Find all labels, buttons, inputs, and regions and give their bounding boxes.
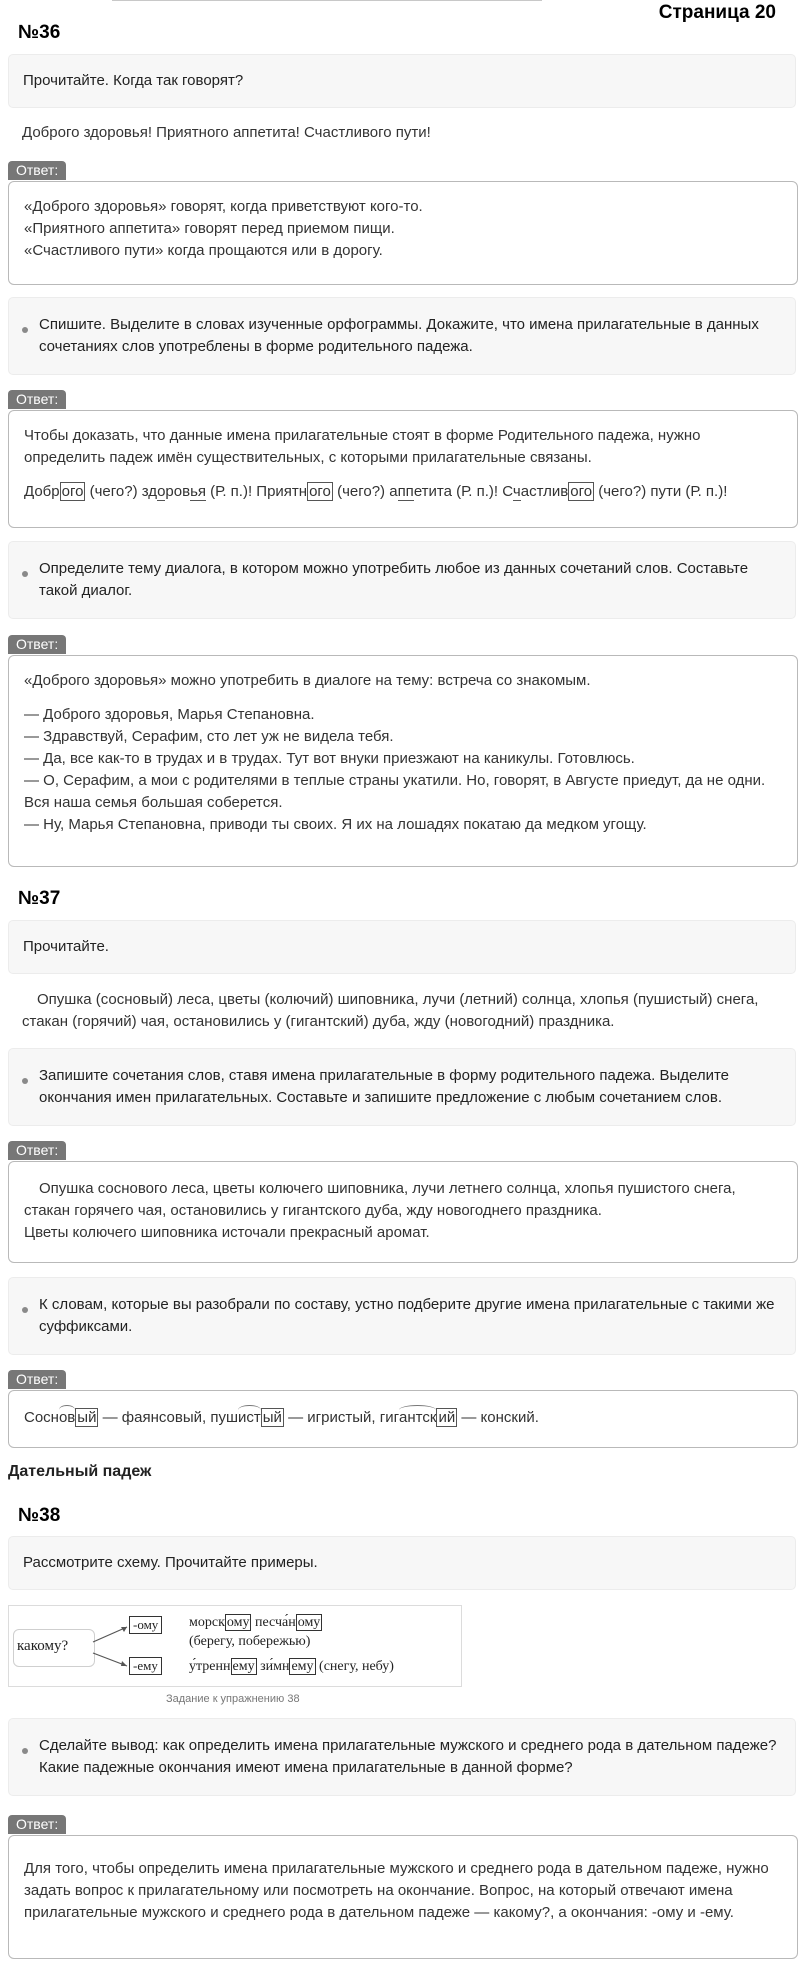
ex38-task1 [8, 1536, 796, 1590]
answer-line: «Счастливого пути» когда прощаются или в дорогу. [24, 242, 383, 259]
answer-label: Ответ: [8, 161, 66, 180]
page-label: Страница 20 [658, 2, 776, 23]
dialog-line: — Ну, Марья Степановна, приводи ты своих. Я их на лошадях покатаю да медком угощу. [24, 816, 647, 833]
dialog-line: — Да, все как-то в трудах и в трудах. Тут вот внуки приезжают на каникулы. Готовлюсь. [24, 750, 635, 767]
exercise-38-number: №38 [18, 1505, 61, 1526]
ending-omu: -ому [129, 1616, 162, 1634]
ex38-task2 [8, 1718, 796, 1796]
ex37-answer2 [8, 1390, 798, 1448]
ex37-answer1 [8, 1161, 798, 1263]
dialog-line: — Доброго здоровья, Марья Степановна. [24, 706, 315, 723]
orthogram-mark: пп [397, 483, 414, 500]
ending-box: ый [262, 1409, 282, 1426]
orthogram-mark: ч [512, 483, 521, 500]
ex37-task2 [8, 1048, 796, 1126]
ex37-task1 [8, 920, 796, 974]
exercise-36-number: №36 [18, 22, 61, 43]
ex38-task1-text: Рассмотрите схему. Прочитайте примеры. [23, 1554, 318, 1571]
scheme-example-1-note: (берегу, побережью) [189, 1634, 311, 1649]
case-ending-scheme [8, 1605, 462, 1687]
scheme-example-2: у́тренн ему зи́мн ему (снегу, небу) [189, 1659, 394, 1674]
ending-box: ого [61, 483, 84, 500]
exercise-37-number: №37 [18, 888, 61, 909]
ex36-answer1 [8, 181, 798, 285]
ending-box: ый [77, 1409, 97, 1426]
ex38-task2-text: Сделайте вывод: как определить имена прилагательные мужского и среднего рода в дательном падеже? Какие падежные окончания имеют имена прилагательные в данной форме? [39, 1737, 777, 1776]
answer-label: Ответ: [8, 1141, 66, 1160]
ex38-answer [8, 1835, 798, 1959]
suffix-mark: ист [238, 1409, 261, 1426]
ex36-task2 [8, 297, 796, 375]
orthogram-line: Добр ого (чего?) здоровья (Р. п.)! Приятн ого (чего?) аппетита (Р. п.)! Счастлив ого (чего?) пути (Р. п.)! [24, 483, 728, 500]
answer-line: «Доброго здоровья» говорят, когда приветствуют кого-то. [24, 198, 423, 215]
ex37-text: Опушка (сосновый) леса, цветы (колючий) шиповника, лучи (летний) солнца, хлопья (пушистый) снега, стакан (горячий) чая, остановились у (гигантский) дуба, жду (новогодний) праздника. [22, 991, 759, 1030]
orthogram-mark: о [157, 483, 166, 500]
scheme-caption: Задание к упражнению 38 [166, 1693, 300, 1705]
answer-text: Для того, чтобы определить имена прилагательные мужского и среднего рода в дательном падеже, нужно задать вопрос к прилагательному или посмотреть на окончание. Вопрос, на который отвечают имена прилагательные мужского и среднего рода в дательном падеже — какому?, а окончания: -ому и -ему. [24, 1860, 769, 1921]
ending-emu: -ему [129, 1657, 162, 1675]
ex36-task1 [8, 54, 796, 108]
suffix-mark: ов [58, 1409, 76, 1426]
ex37-task3 [8, 1277, 796, 1355]
answer-line: «Приятного аппетита» говорят перед приемом пищи. [24, 220, 395, 237]
ex36-task3-text: Определите тему диалога, в котором можно употребить любое из данных сочетаний слов. Составьте такой диалог. [39, 560, 749, 599]
answer-label: Ответ: [8, 1815, 66, 1834]
ex36-answer3 [8, 655, 798, 867]
ex36-answer2 [8, 410, 798, 528]
ex37-task1-text: Прочитайте. [23, 938, 109, 955]
answer-text: Чтобы доказать, что данные имена прилагательные стоят в форме Родительного падежа, нужно определить падеж имён существительных, с которыми прилагательные связаны. [24, 427, 701, 466]
answer-label: Ответ: [8, 1370, 66, 1389]
ex37-task3-text: К словам, которые вы разобрали по составу, устно подберите другие имена прилагательные с такими же суффиксами. [39, 1296, 775, 1335]
dialog-line: — О, Серафим, а мои с родителями в теплые страны укатили. Но, говорят, в Августе приедут, да не одни. Вся наша семья большая соберется. [24, 772, 766, 811]
suffix-mark: антск [399, 1409, 437, 1426]
ex36-task3 [8, 541, 796, 619]
answer-label: Ответ: [8, 635, 66, 654]
dialog-line: — Здравствуй, Серафим, сто лет уж не видела тебя. [24, 728, 394, 745]
answer-intro: «Доброго здоровья» можно употребить в диалоге на тему: встреча со знакомым. [24, 672, 591, 689]
answer-label: Ответ: [8, 390, 66, 409]
ending-box: ий [438, 1409, 456, 1426]
orthogram-mark: ья [190, 483, 206, 500]
top-divider [112, 0, 542, 1]
ending-box: ого [309, 483, 331, 500]
answer-sentence: Цветы колючего шиповника источали прекрасный аромат. [24, 1224, 430, 1241]
ex36-task1-text: Прочитайте. Когда так говорят? [23, 72, 244, 89]
scheme-question: какому? [17, 1638, 69, 1654]
ex36-text: Доброго здоровья! Приятного аппетита! Счастливого пути! [22, 124, 431, 141]
ex37-task2-text: Запишите сочетания слов, ставя имена прилагательные в форму родительного падежа. Выделите окончания имен прилагательных. Составьте и запишите предложение с любым сочетанием слов. [39, 1067, 730, 1106]
ending-box: ого [570, 483, 593, 500]
ex36-task2-text: Спишите. Выделите в словах изученные орфограммы. Докажите, что имена прилагательные в данных сочетаниях слов употреблены в форме родительного падежа. [39, 316, 759, 355]
morpheme-line: Соснов ый — фаянсовый, пушист ый — игристый, гигантск ий — конский. [24, 1409, 539, 1426]
scheme-example-1: морск ому песча́н ому [189, 1615, 321, 1630]
answer-text: Опушка соснового леса, цветы колючего шиповника, лучи летнего солнца, хлопья пушистого снега, стакан горячего чая, остановились у гигантского дуба, жду новогоднего праздника. [24, 1180, 736, 1219]
section-title: Дательный падеж [8, 1463, 152, 1480]
